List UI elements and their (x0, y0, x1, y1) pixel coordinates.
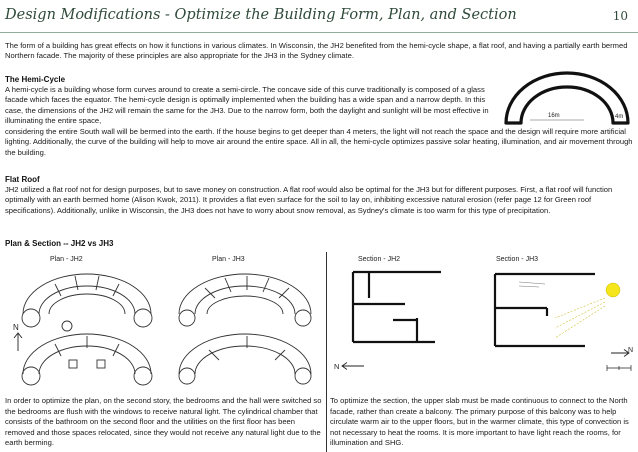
north-label-right: N (628, 347, 634, 354)
column-divider (326, 252, 327, 452)
span-dimension-label: 16m (548, 113, 560, 119)
north-arrow-section-icon (341, 362, 365, 370)
plan-jh2-sketch (5, 264, 165, 384)
plan-jh2-label: Plan - JH2 (50, 256, 83, 263)
plan-section-heading: Plan & Section -- JH2 vs JH3 (5, 239, 114, 248)
page-header (0, 0, 638, 38)
scale-bar (606, 364, 632, 372)
section-caption: To optimize the section, the upper slab must be made continuous to connect to the North facade, rather than create a balcony. The primary purpose of this balcony was to help circulate warm air to the upper floors, but in the warmer climate, this type of convection is not necessary to heat the rooms. It is more important to have light reach the rooms, for illumination and SHG. (330, 396, 629, 448)
intro-paragraph: The form of a building has great effects on how it functions in various climates. In Wisconsin, the JH2 benefited from the hemi-cycle shape, a flat roof, and having a partially earth bermed Northern facade. The majority of these principles are also appropriate for the JH3 in the Sydney climate. (5, 41, 628, 61)
page-title: Design Modifications - Optimize the Building Form, Plan, and Section (5, 7, 517, 23)
flat-roof-body: JH2 utilized a flat roof not for design purposes, but to save money on construction. A flat roof would also be optimal for the JH3 but for different purposes. First, a flat roof will function optimally with an earth bermed home (Alison Kwok, 2011). It provides a flat even surface for the soil to lay on, inhibiting excessive natural erosion (refer page 12 for Green roof specifications). Additionally, unlike in Wisconsin, the JH3 does not have to worry about snow removal, as Sydney's climate is too warm for this type of precipitation. (5, 185, 613, 215)
section-jh2-label: Section - JH2 (358, 256, 401, 263)
flat-roof-heading: Flat Roof (5, 175, 40, 184)
sun-icon (606, 283, 620, 297)
hemicycle-heading: The Hemi-Cycle (5, 75, 66, 84)
depth-dimension-label: 4m (615, 114, 624, 120)
plan-caption: In order to optimize the plan, on the second story, the bedrooms and the hall were switched so the bedrooms are flush with the windows to receive natural light. The cylindrical chamber that consists of the bathroom on the second floor and the utilities on the first floor has been removed and those spaces relocated, since they would not receive any natural light due to the earth berming. (5, 396, 322, 448)
north-arrow-icon (13, 332, 23, 352)
plan-jh3-sketch (165, 264, 325, 384)
north-label-section: N (334, 362, 340, 371)
plan-jh3-label: Plan - JH3 (212, 256, 245, 263)
hemicycle-body-top: A hemi-cycle is a building whose form curves around to create a semi-circle. The concave side of this curve traditionally is composed of a glass facade which faces the equator. The hemi-cycle design is optimally implemented when the building has a wide span and a narrow depth. In this case, the dimensions of the JH2 will remain the same for the JH3. Due to the narrow form, both the daylight and sunlight will be most effective in illuminating the entire space, (5, 85, 489, 126)
header-divider (0, 32, 638, 33)
north-label-plan: N (13, 323, 19, 332)
page-number: 10 (612, 9, 628, 23)
section-jh2-sketch (345, 262, 445, 352)
section-jh3-label: Section - JH3 (496, 256, 539, 263)
hemicycle-diagram (500, 68, 635, 130)
north-arrow-right-icon (610, 348, 630, 358)
hemicycle-body-bottom: considering the entire South wall will be bermed into the earth. If the house begins to get deeper than 4 meters, the light will not reach the space and the design will require more artificial lighting. Additionally, the curve of the building will help to move air around the entire space. All in all, the hemi-cycle optimizes passive solar heating, illumination, and air movement through the building. (5, 127, 633, 157)
